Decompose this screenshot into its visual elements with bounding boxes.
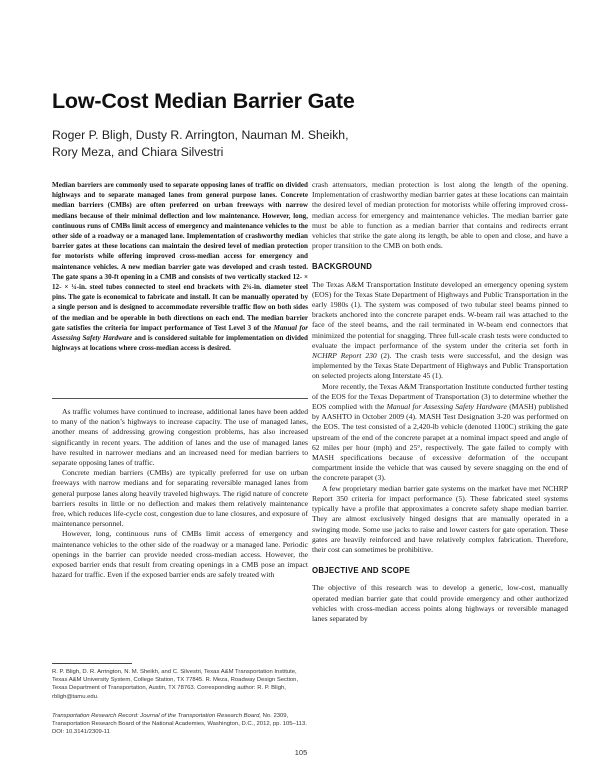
abstract-text-end: and is considered suitable for implementation on divided highways at locations where cross-median access is desired. bbox=[52, 334, 308, 353]
intro-paragraph-2: Concrete median barriers (CMBs) are typically preferred for use on urban freeways with narrow medians and for separating reversible managed lanes from general purpose lanes along heavily traveled highways. The rigid nature of concrete barriers results in little or no deflection and makes them relatively maintenance free, which reduces life-cycle cost, congestion due to lane closures, and exposure of maintenance personnel. bbox=[52, 468, 308, 529]
journal-title: Transportation Research Record: Journal of the Transportation Research Board, bbox=[52, 713, 262, 719]
footnote-affiliation: R. P. Bligh, D. R. Arrington, N. M. Sheikh, and C. Silvestri, Texas A&M Transportation Institute, Texas A&M University System, College Station, TX 77845. R. Meza, Roadway Design Section, Texas Department of Transportation, Austin, TX 78763. Corresponding author: R. P. Bligh, rbligh@tamu.edu. bbox=[52, 669, 299, 700]
abstract-manual-title: Manual for Assessing Safety Hardware bbox=[52, 323, 308, 343]
author-line-2: Rory Meza, and Chiara Silvestri bbox=[52, 145, 224, 159]
background-paragraph-1 bbox=[312, 280, 568, 382]
objective-heading: OBJECTIVE AND SCOPE bbox=[312, 566, 411, 576]
right-column-body bbox=[312, 180, 568, 624]
footnote-divider bbox=[52, 663, 132, 664]
author-list bbox=[52, 127, 382, 161]
footnote-journal bbox=[52, 712, 308, 737]
abstract bbox=[52, 180, 308, 353]
background-p2-end: (MASH) published by AASHTO in October 2009 (4). MASH Test Designation 3-20 was performed on the EOS. The test consisted of a 2,420-lb vehicle (denoted 1100C) striking the gate upstream of the end of the concrete parapet at a nominal impact speed and angle of 62 miles per hour (mph) and 25°, respectively. The gate failed to comply with MASH specifications because of excessive deformation of the occupant compartment inside the vehicle that was caused by severe snagging on the end of the concrete parapet (3). bbox=[312, 402, 569, 483]
journal-details: No. 2309, Transportation Research Board of the National Academies, Washington, D.C., 2012, pp. 105–113. bbox=[52, 713, 307, 728]
background-p1-end: (2). The crash tests were successful, and the design was implemented by the Texas State Department of Highways and Public Transportation on selected projects along Interstate 45 (1). bbox=[312, 351, 568, 381]
continued-paragraph: crash attenuators, median protection is lost along the length of the opening. Implementation of crashworthy median barrier gates at these locations can maintain the desired level of median protection for motorists while offering improved cross-median access for emergency and maintenance vehicles. The median barrier gate must be able to function as a median barrier that contains and redirects errant vehicles that strike the gate along its length, be able to open and close, and have a proper transition to the CMB on both ends. bbox=[312, 180, 568, 251]
background-paragraph-2 bbox=[312, 382, 568, 484]
background-p2-text: More recently, the Texas A&M Transportation Institute conducted further testing of the EOS for the Texas Department of Transportation (3) to determine whether the EOS complied with the bbox=[312, 381, 568, 412]
left-column-body bbox=[52, 407, 308, 580]
background-heading: BACKGROUND bbox=[312, 262, 373, 272]
mash-ref: Manual for Assessing Safety Hardware bbox=[386, 402, 507, 412]
abstract-text: Median barriers are commonly used to separate opposing lanes of traffic on divided highways and to separate managed lanes from general purpose lanes. Concrete median barriers (CMBs) are often preferred on urban freeways with narrow medians because of their minimal deflection and low maintenance. However, long, continuous runs of CMBs limit access of emergency and maintenance vehicles to the other side of a roadway or a managed lane. Implementation of crashworthy median barrier gates at these locations can maintain the desired level of median protection for motorists while offering improved cross-median access for emergency and maintenance vehicles. A new median barrier gate was developed and crash tested. The gate spans a 30-ft opening in a CMB and consists of two vertically stacked 12- × 12- × ¼-in. steel tubes connected to steel end brackets with 2¾-in. diameter steel pins. The gate is economical to fabricate and install. It can be manually operated by a single person and is designed to accommodate reversible traffic flow on both sides of the median and be operable in both directions on each end. The median barrier gate satisfies the criteria for impact performance of Test Level 3 of the bbox=[52, 181, 308, 332]
intro-paragraph-1: As traffic volumes have continued to increase, additional lanes have been added to many of the nation’s highways to increase capacity. The use of managed lanes, another means of addressing growing congestion problems, has also increased significantly in recent years. The addition of lanes and the use of managed lanes have resulted in narrower medians and an increased need for median barriers to separate opposing lanes of traffic. bbox=[52, 407, 308, 468]
page-number: 105 bbox=[294, 748, 308, 757]
background-p1-text: The Texas A&M Transportation Institute developed an emergency opening system (EOS) for the Texas State Department of Highways and Public Transportation in the early 1980s (1). The system was composed of two tubular steel beams pinned to brackets anchored into the concrete parapet ends. W-beam rail was attached to the face of the steel beams, and the rail terminated in W-beam end connectors that minimized the potential for snagging. Three full-scale crash tests were conducted to evaluate the impact performance of the system under the criteria set forth in bbox=[312, 279, 568, 350]
nchrp-report-ref: NCHRP Report 230 bbox=[312, 351, 377, 361]
doi: DOI: 10.3141/2309-11 bbox=[52, 729, 110, 736]
paper-title: Low-Cost Median Barrier Gate bbox=[52, 89, 355, 113]
author-line-1: Roger P. Bligh, Dusty R. Arrington, Nauman M. Sheikh, bbox=[52, 128, 349, 142]
intro-paragraph-3: However, long, continuous runs of CMBs limit access of emergency and maintenance vehicles to the other side of the roadway or a managed lane. Periodic openings in the barrier can provide needed cross-median access. However, the exposed barrier ends that result from creating openings in a CMB pose an impact hazard for traffic. Even if the exposed barrier ends are safely treated with bbox=[52, 529, 308, 580]
abstract-divider bbox=[52, 398, 308, 399]
objective-paragraph-1: The objective of this research was to develop a generic, low-cost, manually operated median barrier gate that could provide emergency and other authorized vehicles with cross-median access points along highways or reversible managed lanes separated by bbox=[312, 583, 568, 623]
background-paragraph-3: A few proprietary median barrier gate systems on the market have met NCHRP Report 350 criteria for impact performance (5). These fabricated steel systems typically have a profile that approximates a concrete safety shape median barrier. They are almost exclusively hinged designs that are manually operated in a swinging mode. Some use jacks to raise and lower casters for gate operation. These gates are heavily reinforced and have relatively complex fabrication. Therefore, their cost can sometimes be prohibitive. bbox=[312, 483, 568, 554]
